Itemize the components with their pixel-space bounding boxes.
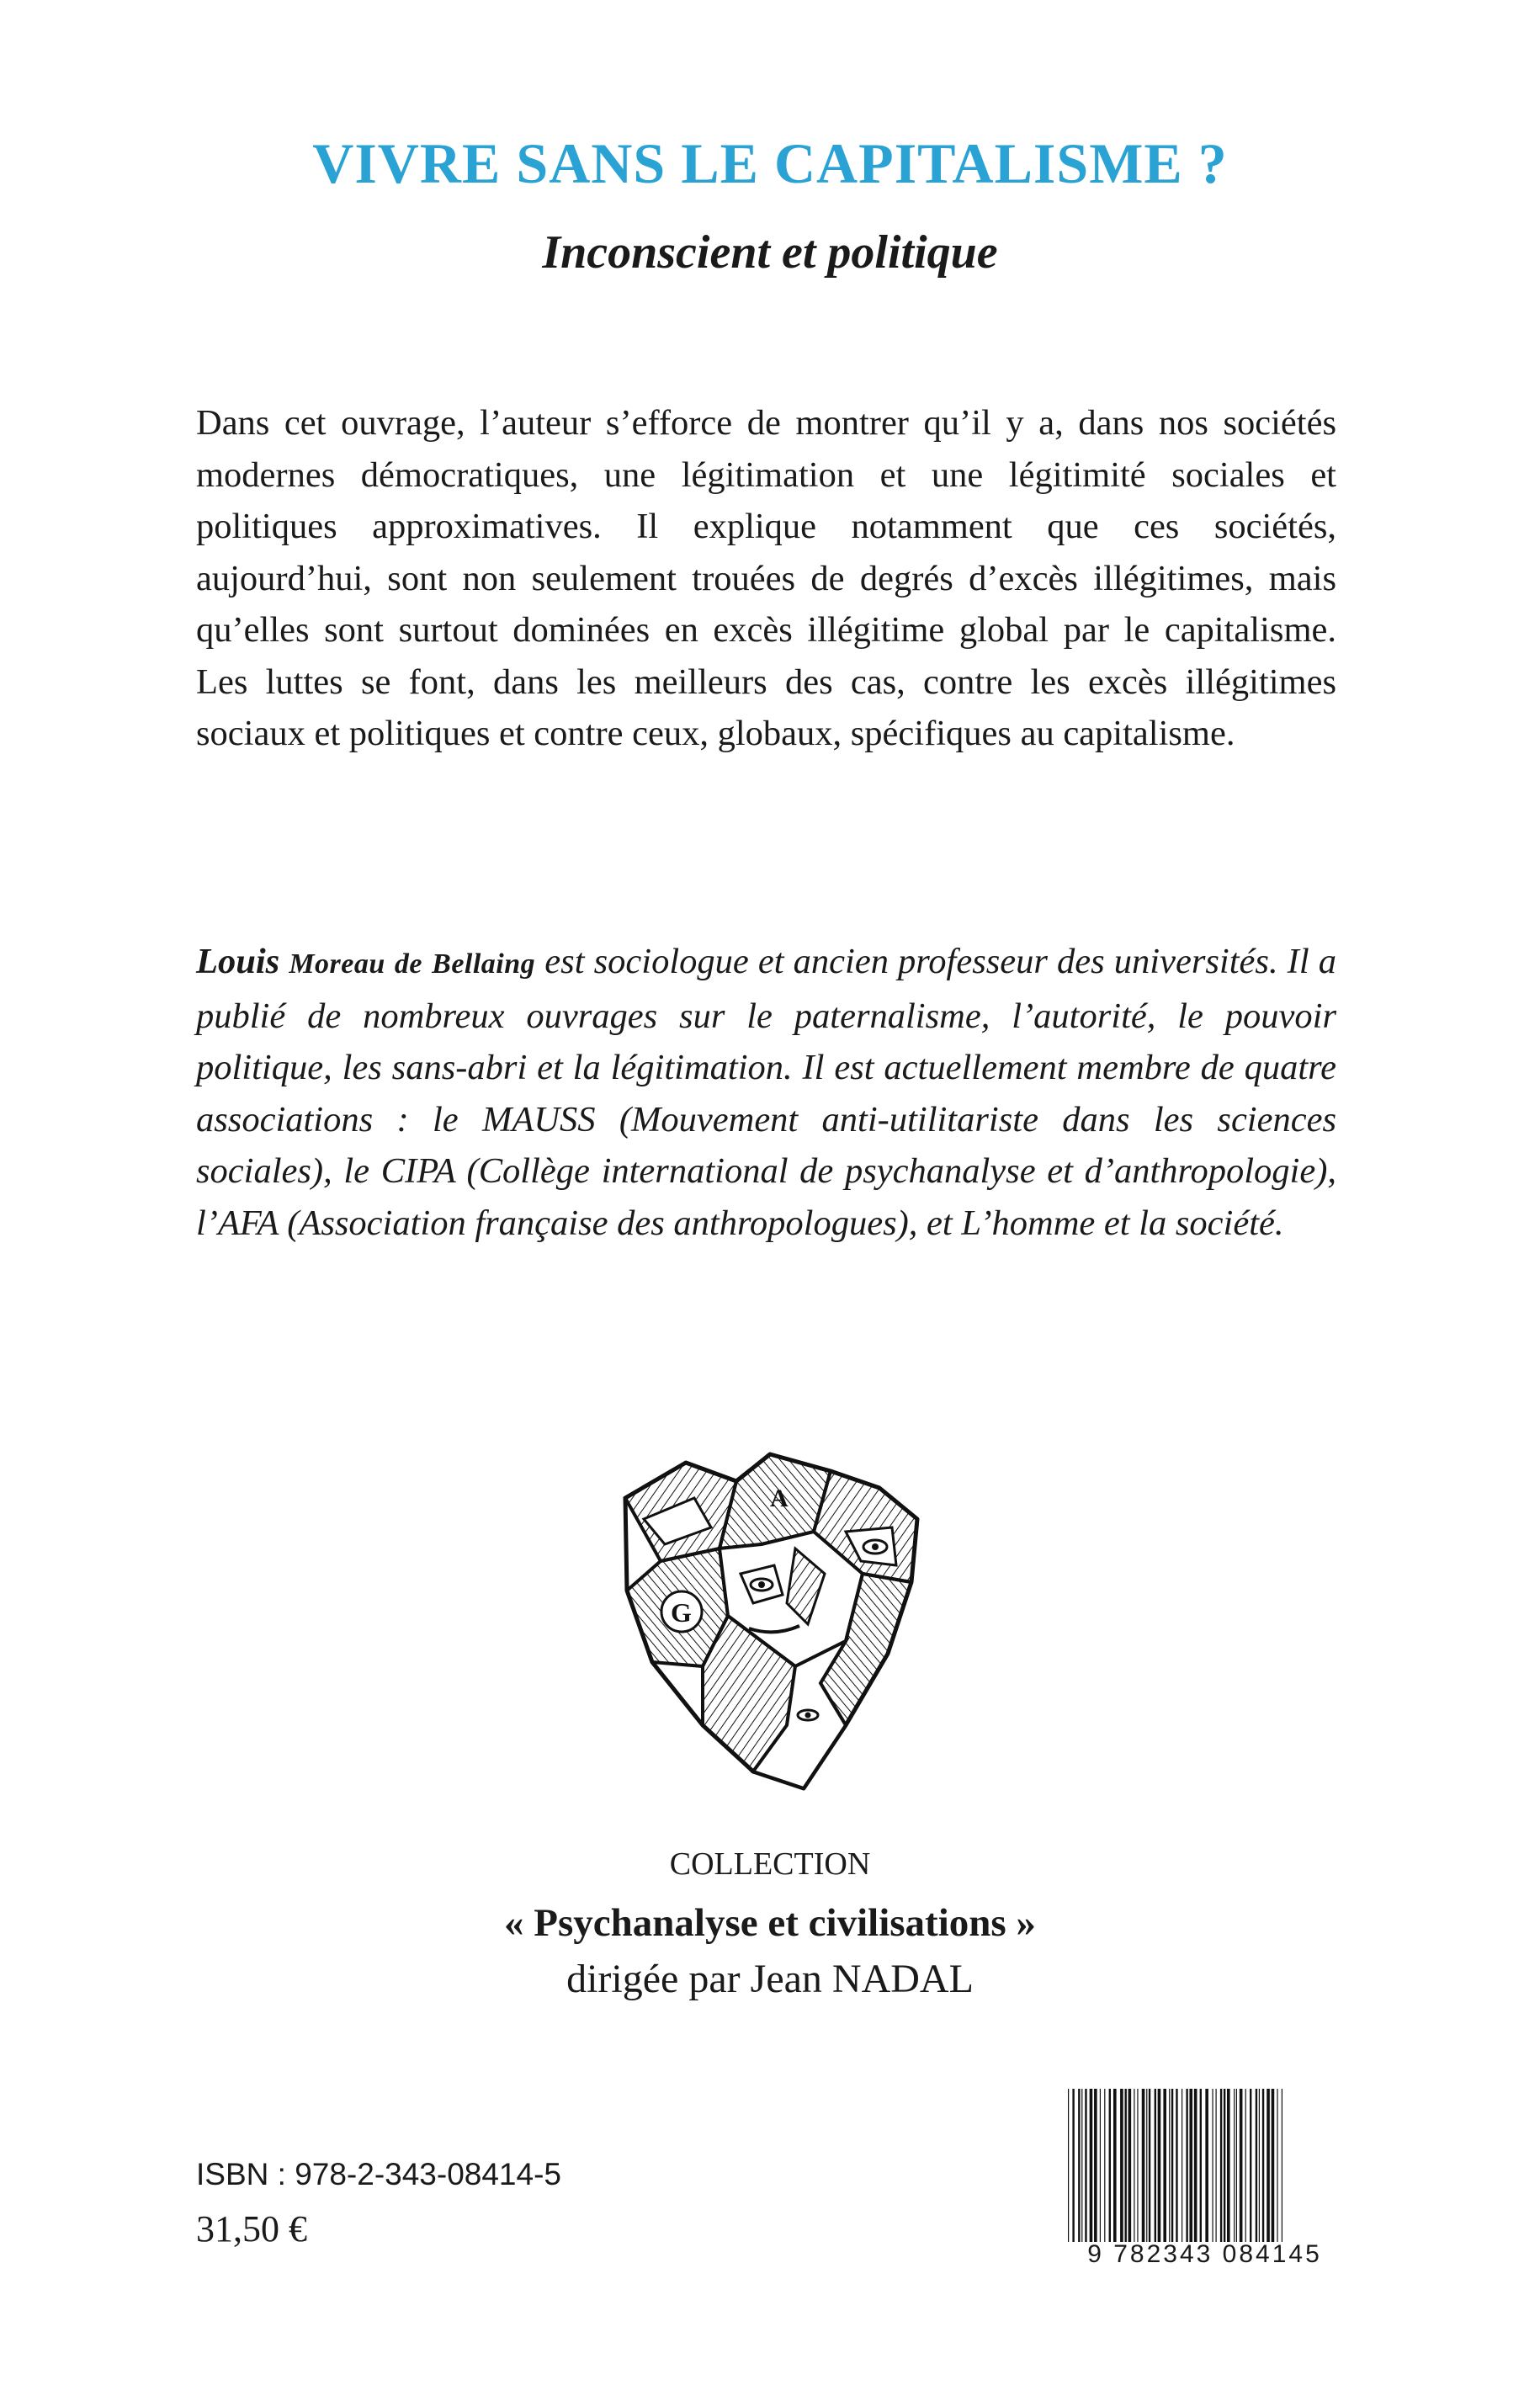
barcode-bar	[1224, 2089, 1225, 2244]
barcode-bar	[1094, 2089, 1097, 2244]
barcode-bar	[1072, 2089, 1074, 2244]
barcode-bar	[1267, 2089, 1270, 2244]
collection-director: dirigée par Jean NADAL	[566, 1957, 974, 2001]
barcode-bar	[1240, 2089, 1243, 2244]
barcode-bar	[1189, 2089, 1192, 2244]
barcode-bar	[1216, 2089, 1217, 2244]
barcode-bar	[1234, 2089, 1235, 2244]
author-bio	[196, 936, 1336, 1249]
barcode-bar	[1155, 2089, 1156, 2244]
barcode-bar	[1100, 2089, 1101, 2244]
barcode-digits: 9 782343 084145	[1063, 2242, 1346, 2267]
author-particle: de	[394, 948, 423, 980]
barcode-bar	[1081, 2089, 1082, 2244]
book-title: VIVRE SANS LE CAPITALISME ?	[312, 131, 1228, 195]
barcode-bar	[1090, 2089, 1093, 2244]
author-bio-text: est sociologue et ancien professeur des universités. Il a publié de nombreux ouvrages sur le paternalisme, l’autorité, le pouvoir politique, les sans-abri et la légitimation. Il est actuellement membre de quatre associations : le MAUSS (Mouvement anti-utilitariste dans les sciences sociales), le CIPA (Collège international de psychanalyse et d’anthropologie), l’AFA (Association française des anthropologues), et L’homme et la société.	[196, 942, 1337, 1243]
barcode-bar	[1113, 2089, 1117, 2244]
isbn: ISBN : 978-2-343-08414-5	[196, 2157, 561, 2191]
barcode-bar	[1128, 2089, 1132, 2244]
barcode-bar	[1259, 2089, 1260, 2244]
barcode-bar	[1262, 2089, 1264, 2244]
author-last-name-2: Bellaing	[432, 948, 536, 980]
book-summary: Dans cet ouvrage, l’auteur s’efforce de montrer qu’il y a, dans nos sociétés modernes démocratiques, une légitimation et une légitimité sociales et politiques approximatives. Il explique notamment que ces sociétés, aujourd’hui, sont non seulement trouées de degrés d’excès illégitimes, mais qu’elles sont surtout dominées en excès illégitime global par le capitalisme. Les luttes se font, dans les meilleurs des cas, contre les excès illégitimes sociaux et politiques et contre ceux, globaux, spécifiques au capitalisme.	[196, 403, 1336, 753]
barcode-bar	[1236, 2089, 1237, 2244]
barcode-bar	[1068, 2089, 1069, 2244]
author-name	[196, 942, 535, 981]
barcode-bar	[1200, 2089, 1202, 2244]
barcode-bar	[1085, 2089, 1086, 2244]
barcode-bar	[1194, 2089, 1197, 2244]
barcode-bar	[1163, 2089, 1166, 2244]
book-subtitle: Inconscient et politique	[542, 226, 998, 279]
barcode-bar	[1104, 2089, 1105, 2244]
barcode-bar	[1186, 2089, 1187, 2244]
barcode-bar	[1212, 2089, 1213, 2244]
barcode-bar	[1176, 2089, 1177, 2244]
barcode-bar	[1109, 2089, 1111, 2244]
stone-face-drawing	[593, 1447, 947, 1801]
barcode-bar	[1146, 2089, 1147, 2244]
barcode-bar	[1171, 2089, 1173, 2244]
collection-name: « Psychanalyse et civilisations »	[504, 1901, 1036, 1945]
logo-letter-a: A	[770, 1485, 789, 1512]
collection-label: COLLECTION	[669, 1846, 871, 1882]
barcode-bar	[1169, 2089, 1170, 2244]
barcode-bar	[1120, 2089, 1123, 2244]
publisher-logo-icon	[593, 1447, 947, 1801]
barcode-bar	[1205, 2089, 1208, 2244]
barcode-bar	[1256, 2089, 1257, 2244]
author-last-name-1: Moreau	[289, 948, 385, 980]
author-first-name: Louis	[196, 942, 280, 981]
barcode-bar	[1137, 2089, 1138, 2244]
barcode	[1063, 2089, 1346, 2277]
price: 31,50 €	[196, 2208, 307, 2250]
barcode-bars	[1063, 2089, 1346, 2244]
barcode-bar	[1245, 2089, 1246, 2244]
logo-letter-g: G	[671, 1597, 692, 1628]
barcode-bar	[1158, 2089, 1161, 2244]
barcode-bar	[1272, 2089, 1275, 2244]
barcode-bar	[1149, 2089, 1150, 2244]
barcode-bar	[1220, 2089, 1222, 2244]
barcode-bar	[1227, 2089, 1230, 2244]
barcode-bar	[1250, 2089, 1251, 2244]
barcode-bar	[1078, 2089, 1080, 2244]
barcode-bar	[1142, 2089, 1145, 2244]
barcode-bar	[1125, 2089, 1127, 2244]
